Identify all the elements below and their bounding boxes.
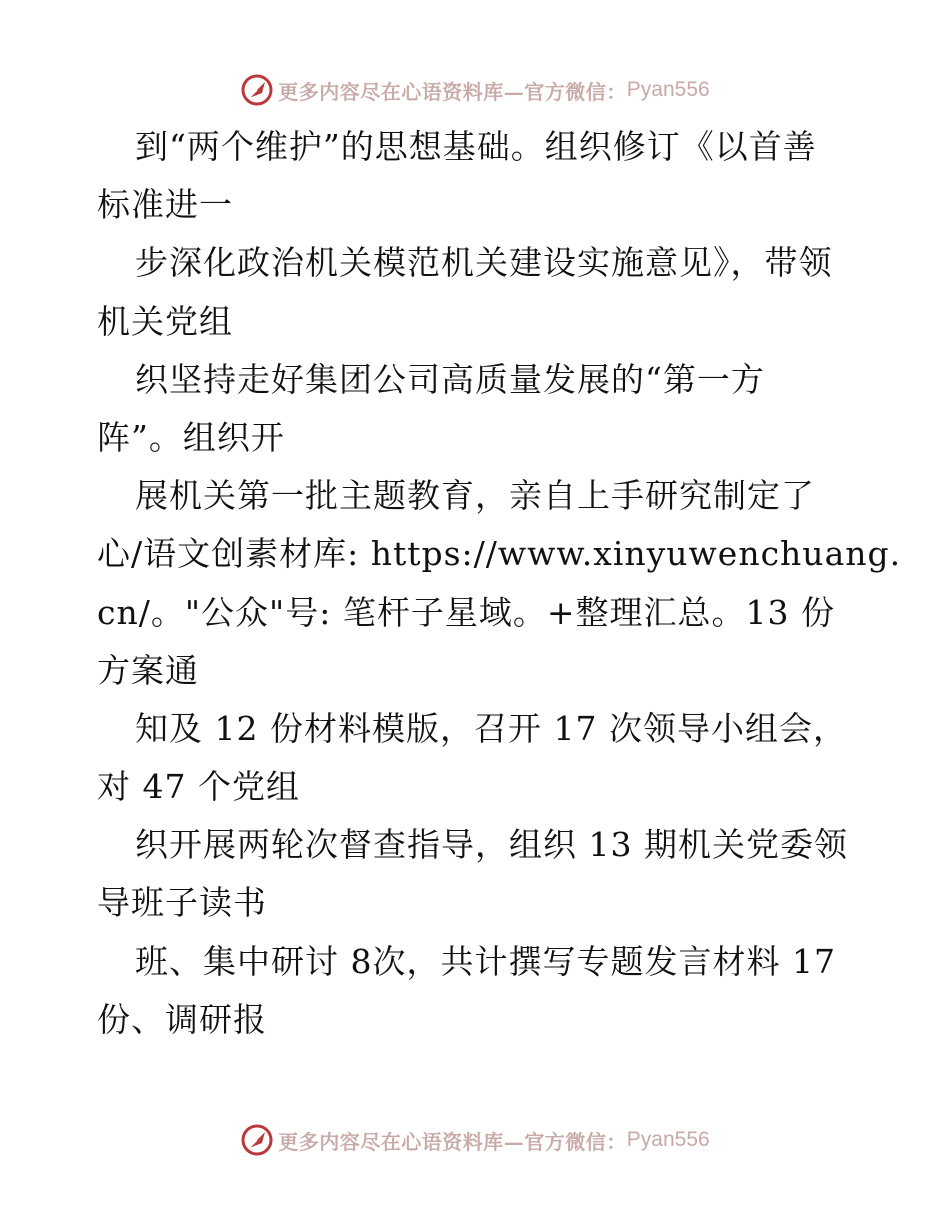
text-line: 标准进一: [97, 185, 233, 225]
text-line: 织坚持走好集团公司高质量发展的“第一方: [135, 359, 765, 399]
text-line: 份、调研报: [97, 999, 267, 1039]
text-line: 知及 12 份材料模版，召开 17 次领导小组会，: [135, 708, 847, 748]
watermark-site-text: 更多内容尽在心语资料库—官方微信：: [278, 1129, 627, 1154]
footer-watermark: [0, 1120, 950, 1160]
text-line: 到“两个维护”的思想基础。组织修订《以首善: [135, 127, 817, 166]
watermark-site-text: 更多内容尽在心语资料库—官方微信：: [278, 79, 627, 104]
document-body: [97, 118, 902, 1049]
text-line: 展机关第一批主题教育，亲自上手研究制定了: [135, 476, 815, 516]
text-line: 方案通: [97, 650, 199, 690]
quill-logo-icon: [240, 1123, 274, 1157]
text-line: 织开展两轮次督查指导，组织 13 期机关党委领: [135, 825, 848, 865]
text-line: cn/。"公众"号: 笔杆子星域。+整理汇总。13 份: [97, 592, 835, 632]
header-watermark: [0, 70, 950, 110]
text-line: 步深化政治机关模范机关建设实施意见》，带领: [135, 243, 833, 283]
text-line: 对 47 个党组: [97, 767, 300, 807]
watermark-wechat-id: Pyan556: [626, 1128, 710, 1151]
text-line: 阵”。组织开: [97, 417, 285, 457]
quill-logo-icon: [240, 73, 274, 107]
text-line: 班、集中研讨 8次，共计撰写专题发言材料 17: [135, 941, 836, 981]
text-line: 机关党组: [97, 301, 233, 341]
text-line: 心/语文创素材库: https://www.xinyuwenchuang.: [97, 534, 902, 574]
text-line: 导班子读书: [97, 883, 267, 923]
watermark-wechat-id: Pyan556: [626, 78, 710, 101]
